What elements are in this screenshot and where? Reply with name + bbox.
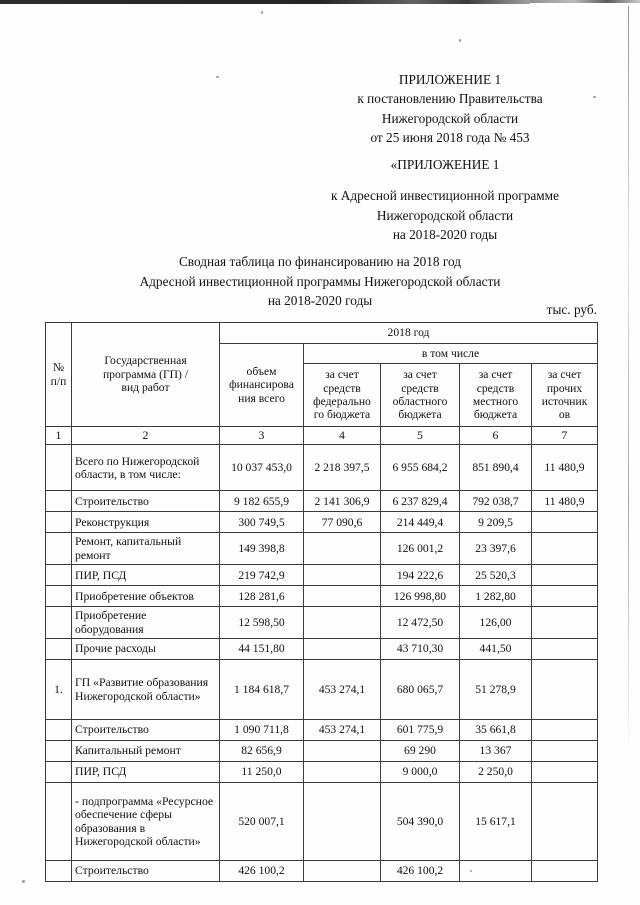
row-name: Прочие расходы [72,639,220,660]
appendix-reference-line-1: «ПРИЛОЖЕНИЕ 1 [390,157,500,172]
row-federal [304,741,381,762]
header-regional-line-1: за счет [403,368,437,382]
row-federal [304,565,381,586]
row-total: 44 151,80 [220,639,304,660]
row-name: Строительство [72,491,220,512]
row-other [532,660,598,720]
row-name: Всего по Нижегородской области, в том числе: [72,445,220,491]
header-local-line-1: за счет [478,368,513,382]
row-other [532,861,598,882]
scan-speck [216,76,219,78]
row-federal: 453 274,1 [304,720,381,741]
row-other [532,639,598,660]
row-local: 51 278,9 [460,660,532,720]
row-other [532,720,598,741]
column-number-1: 1 [46,427,72,445]
row-number: 1. [46,660,72,720]
row-number [46,783,72,861]
scan-speck [459,39,461,42]
scan-artifact-right-line [628,6,629,746]
table-row [46,762,598,783]
row-regional: 43 710,30 [381,639,460,660]
row-federal: 2 141 306,9 [304,491,381,512]
header-federal-line-1: за счет [325,368,359,382]
row-total: 11 250,0 [220,762,304,783]
row-local: 1 282,80 [460,586,532,607]
column-number-2: 2 [72,427,220,445]
units-label: тыс. руб. [546,302,597,317]
row-name: Приобретение объектов [72,586,220,607]
row-total: 426 100,2 [220,861,304,882]
row-name: Ремонт, капитальный ремонт [72,533,220,565]
table-row [46,660,598,720]
scan-artifact-top-band-right [530,0,640,3]
header-program-line-2: программа (ГП) / [102,367,189,381]
header-cell-program [72,323,220,427]
table-row [46,445,598,491]
row-federal [304,586,381,607]
row-local: 792 038,7 [460,491,532,512]
row-total: 82 656,9 [220,741,304,762]
row-local: 15 617,1 [460,783,532,861]
row-regional: 9 000,0 [381,762,460,783]
table-body [46,445,598,882]
row-regional: 126 998,80 [381,586,460,607]
row-number [46,445,72,491]
column-number-6: 6 [460,427,532,445]
row-other [532,783,598,861]
row-number [46,741,72,762]
column-number-5: 5 [381,427,460,445]
appendix-header-line-2: к постановлению Правительства [357,91,543,107]
header-total-line-2: финансирова [229,378,294,392]
spacer [280,174,610,186]
row-name: Реконструкция [72,512,220,533]
row-number [46,762,72,783]
scan-artifact-top-band [0,0,530,4]
header-program-line-1: Государственная [104,354,187,368]
row-regional: 12 472,50 [381,607,460,639]
row-total: 520 007,1 [220,783,304,861]
header-total-line-3: ния всего [238,391,285,405]
header-federal-line-4: го бюджета [313,408,371,422]
row-name: - подпрограмма «Ресурсное обеспечение сферы образования в Нижегородской области» [72,783,220,861]
header-other-line-4: ов [558,408,571,422]
table-row [46,720,598,741]
header-other-line-3: источник [541,395,588,408]
row-total: 219 742,9 [220,565,304,586]
table-row [46,491,598,512]
table-row [46,861,598,882]
row-name: Капитальный ремонт [72,741,220,762]
row-total: 149 398,8 [220,533,304,565]
row-local: 25 520,3 [460,565,532,586]
header-number-line-1: № [52,361,65,375]
row-federal: 453 274,1 [304,660,381,720]
row-other [532,533,598,565]
scan-speck [22,880,25,883]
header-federal-line-3: федерально [313,395,371,408]
scan-speck [261,11,263,14]
row-total: 10 037 453,0 [220,445,304,491]
row-federal: 2 218 397,5 [304,445,381,491]
row-name: Строительство [72,720,220,741]
row-number [46,586,72,607]
header-cell-local [460,364,532,427]
row-other [532,762,598,783]
row-name: Строительство [72,861,220,882]
row-regional: 426 100,2 [381,861,460,882]
row-number [46,720,72,741]
header-other-line-1: за счет [547,368,582,382]
row-total: 128 281,6 [220,586,304,607]
row-number [46,607,72,639]
table-head-row-year [46,323,598,344]
row-local: 9 209,5 [460,512,532,533]
header-cell-subgroup: в том числе [304,344,598,364]
row-number [46,861,72,882]
financing-table-wrapper [45,322,597,882]
table-row [46,565,598,586]
page-title [20,252,620,311]
row-total: 1 184 618,7 [220,660,304,720]
table-row [46,607,598,639]
row-local: 35 661,8 [460,720,532,741]
row-local [460,861,532,882]
header-cell-federal [304,364,381,427]
row-local: 2 250,0 [460,762,532,783]
row-federal: 77 090,6 [304,512,381,533]
row-other [532,512,598,533]
row-regional: 6 237 829,4 [381,491,460,512]
header-cell-other [532,364,598,427]
row-number [46,565,72,586]
appendix-header-line-1: ПРИЛОЖЕНИЕ 1 [398,72,502,87]
row-other [532,607,598,639]
header-local-line-3: местного [472,395,519,408]
row-regional: 680 065,7 [381,660,460,720]
table-row [46,512,598,533]
page-title-line-1: Сводная таблица по финансированию на 2018 год [178,254,462,269]
table-row [46,639,598,660]
row-number [46,533,72,565]
row-total: 300 749,5 [220,512,304,533]
financing-table [45,322,598,882]
page-title-line-3: на 2018-2020 годы [267,293,373,309]
row-local: 126,00 [460,607,532,639]
row-name: ПИР, ПСД [72,565,220,586]
row-total: 12 598,50 [220,607,304,639]
row-other: 11 480,9 [532,491,598,512]
table-column-number-row [46,427,598,445]
table-row [46,741,598,762]
appendix-reference [280,155,610,245]
header-number-line-2: п/п [50,374,67,388]
header-regional-line-4: бюджета [398,408,442,422]
column-number-7: 7 [532,427,598,445]
header-federal-line-2: средств [323,381,361,395]
appendix-header-line-4: от 25 июня 2018 года № 453 [370,130,530,146]
table-row [46,586,598,607]
row-regional: 601 775,9 [381,720,460,741]
row-name: Приобретение оборудования [72,607,220,639]
row-federal [304,607,381,639]
header-local-line-2: средств [476,381,515,395]
table-head [46,323,598,445]
header-cell-regional [381,364,460,427]
row-other [532,586,598,607]
row-name: ГП «Развитие образования Нижегородской области» [72,660,220,720]
row-number [46,512,72,533]
row-regional: 126 001,2 [381,533,460,565]
header-other-line-2: прочих [546,381,583,395]
column-number-4: 4 [304,427,381,445]
row-local: 441,50 [460,639,532,660]
row-federal [304,861,381,882]
header-program-line-3: вид работ [121,381,170,395]
header-cell-total [220,344,304,427]
row-local: 13 367 [460,741,532,762]
appendix-reference-line-2: к Адресной инвестиционной программе [331,188,559,204]
page-title-line-2: Адресной инвестиционной программы Нижегородской области [139,273,501,289]
row-regional: 6 955 684,2 [381,445,460,491]
appendix-header [300,70,600,148]
row-local: 851 890,4 [460,445,532,491]
row-other [532,741,598,762]
row-regional: 214 449,4 [381,512,460,533]
row-total: 9 182 655,9 [220,491,304,512]
header-regional-line-3: областного [392,395,448,408]
appendix-header-line-3: Нижегородской области [381,110,519,126]
appendix-reference-line-4: на 2018-2020 годы [392,227,498,243]
header-local-line-4: бюджета [473,408,518,422]
row-other [532,565,598,586]
row-number [46,639,72,660]
header-regional-line-2: средств [401,381,439,395]
row-federal [304,762,381,783]
table-row [46,533,598,565]
row-number [46,491,72,512]
row-local: 23 397,6 [460,533,532,565]
row-federal [304,533,381,565]
header-cell-number [46,323,72,427]
column-number-3: 3 [220,427,304,445]
row-name: ПИР, ПСД [72,762,220,783]
appendix-reference-line-3: Нижегородской области [376,207,514,223]
row-total: 1 090 711,8 [220,720,304,741]
row-regional: 69 290 [381,741,460,762]
row-federal [304,639,381,660]
row-other: 11 480,9 [532,445,598,491]
header-total-line-1: объем [246,364,277,378]
table-row [46,783,598,861]
row-regional: 504 390,0 [381,783,460,861]
row-federal [304,783,381,861]
header-cell-year-group: 2018 год [220,323,598,344]
row-regional: 194 222,6 [381,565,460,586]
